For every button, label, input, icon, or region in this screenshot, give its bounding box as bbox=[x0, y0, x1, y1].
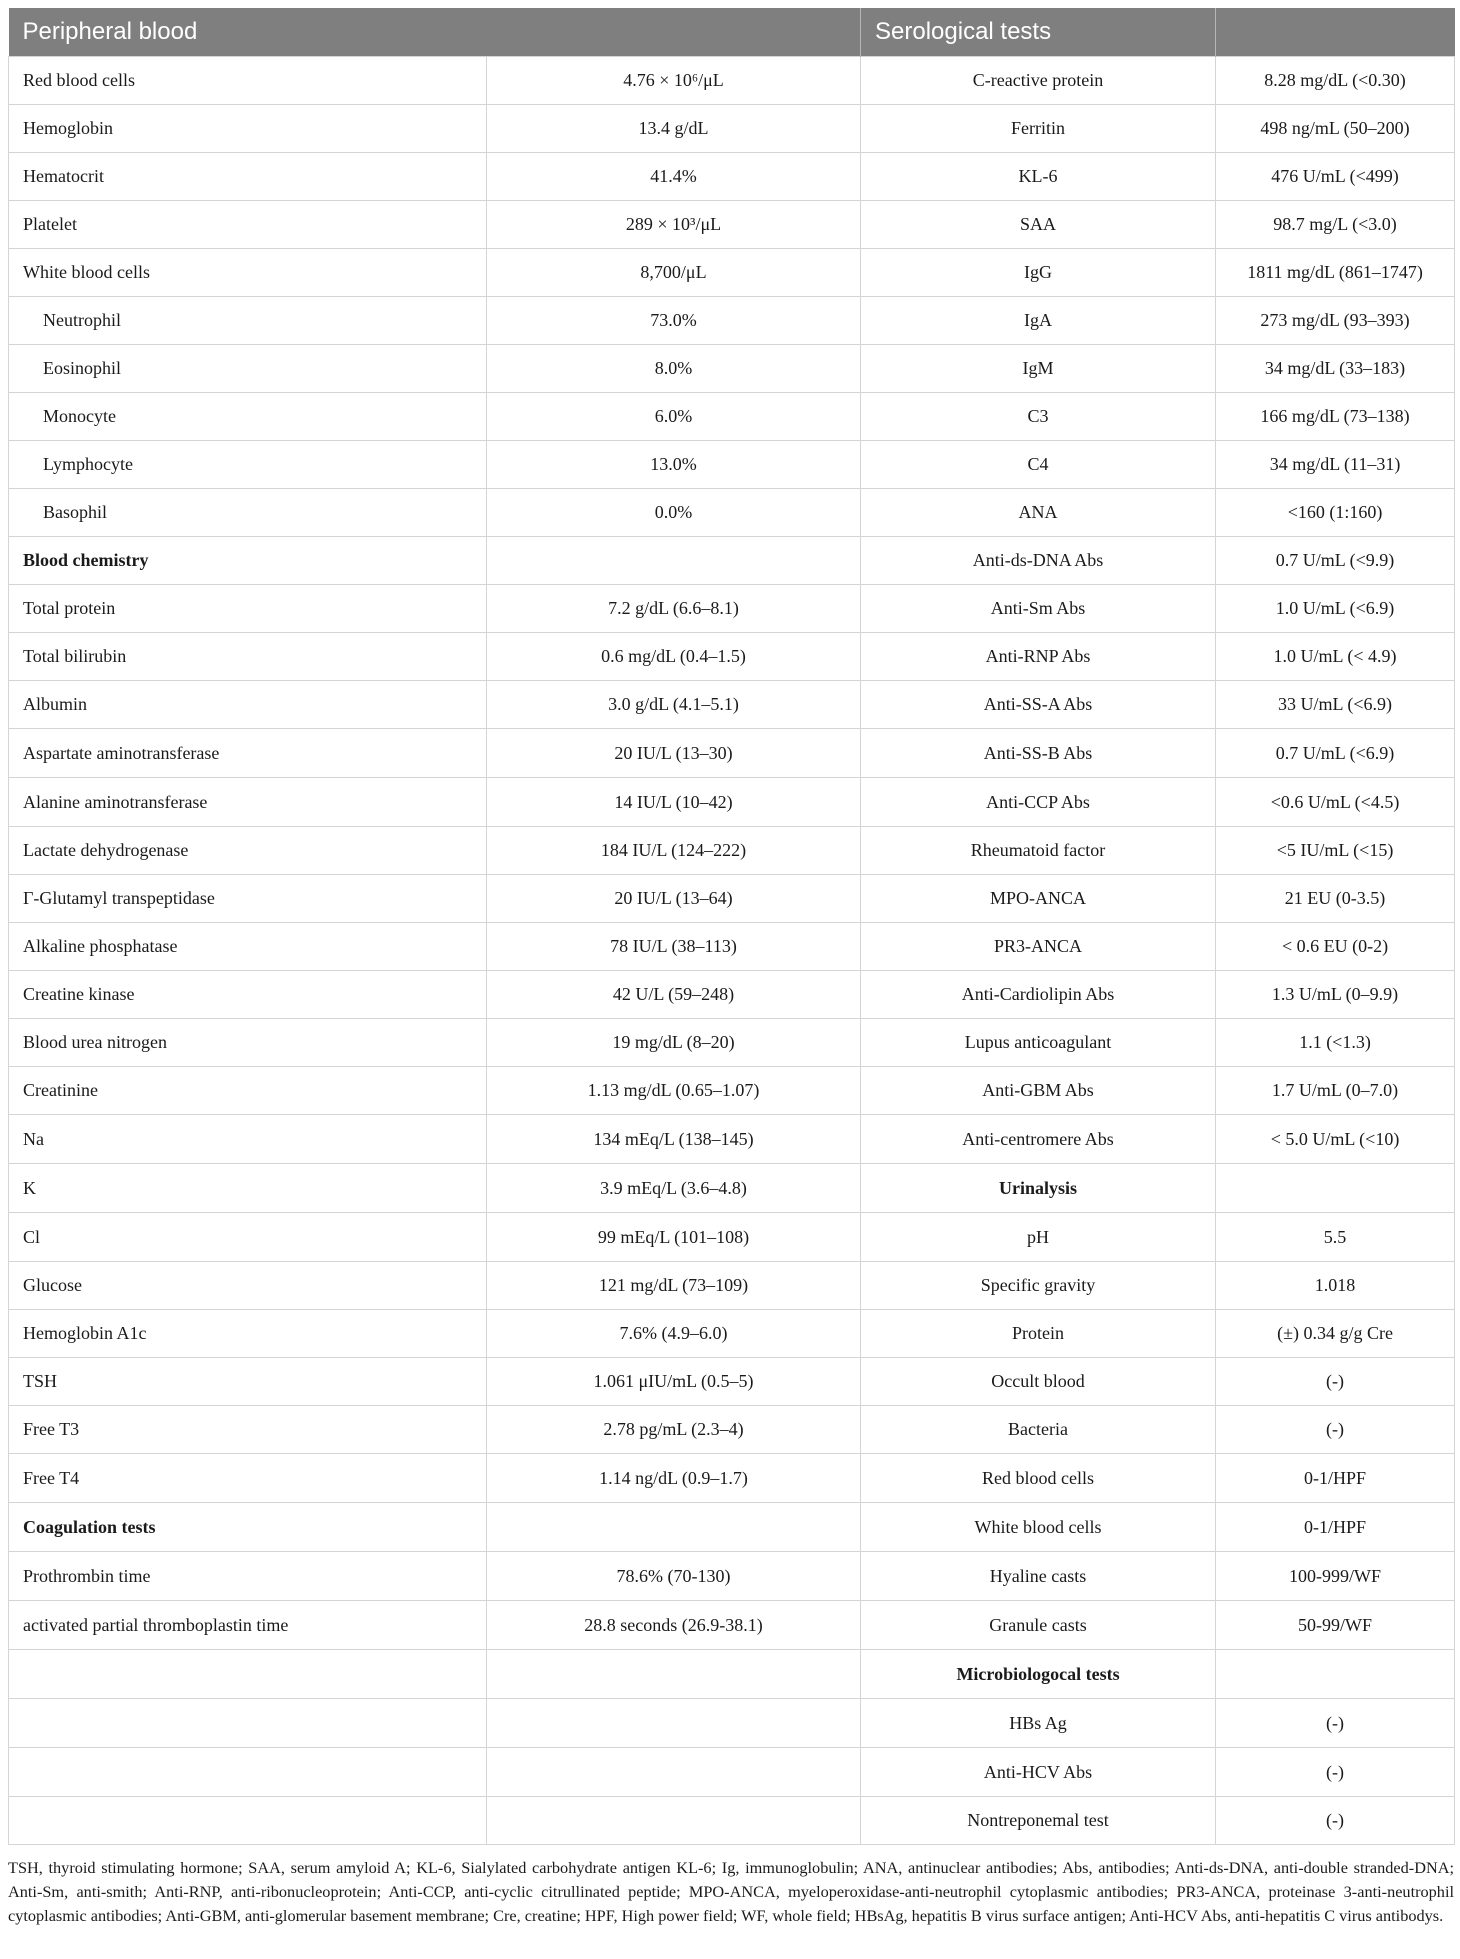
serology-value-cell: 34 mg/dL (33–183) bbox=[1216, 345, 1455, 393]
table-row bbox=[9, 297, 1455, 345]
serology-name-cell: Anti-SS-A Abs bbox=[861, 681, 1216, 729]
test-name-cell: Lactate dehydrogenase bbox=[9, 827, 487, 875]
table-row bbox=[9, 1310, 1455, 1358]
table-row bbox=[9, 489, 1455, 537]
test-value-cell: 13.4 g/dL bbox=[487, 105, 861, 153]
table-row bbox=[9, 1406, 1455, 1454]
test-value-cell: 73.0% bbox=[487, 297, 861, 345]
serology-value-cell bbox=[1216, 1650, 1455, 1699]
test-name-cell: Lymphocyte bbox=[9, 441, 487, 489]
serology-value-cell: (-) bbox=[1216, 1406, 1455, 1454]
test-name-cell: Total bilirubin bbox=[9, 633, 487, 681]
serology-value-cell: 34 mg/dL (11–31) bbox=[1216, 441, 1455, 489]
table-row bbox=[9, 393, 1455, 441]
serology-name-cell: Occult blood bbox=[861, 1358, 1216, 1406]
serology-value-cell: (-) bbox=[1216, 1699, 1455, 1748]
test-value-cell: 7.2 g/dL (6.6–8.1) bbox=[487, 585, 861, 633]
serology-value-cell: (-) bbox=[1216, 1797, 1455, 1845]
serology-value-cell: 0.7 U/mL (<9.9) bbox=[1216, 537, 1455, 585]
test-name-cell: Basophil bbox=[9, 489, 487, 537]
serology-name-cell: pH bbox=[861, 1213, 1216, 1262]
serology-name-cell: Anti-RNP Abs bbox=[861, 633, 1216, 681]
test-name-cell: Coagulation tests bbox=[9, 1503, 487, 1552]
serology-name-cell: Rheumatoid factor bbox=[861, 827, 1216, 875]
test-value-cell: 41.4% bbox=[487, 153, 861, 201]
serology-name-cell: Specific gravity bbox=[861, 1262, 1216, 1310]
test-value-cell: 78.6% (70-130) bbox=[487, 1552, 861, 1601]
test-name-cell bbox=[9, 1650, 487, 1699]
test-name-cell bbox=[9, 1699, 487, 1748]
test-value-cell: 1.14 ng/dL (0.9–1.7) bbox=[487, 1454, 861, 1503]
test-name-cell: Alkaline phosphatase bbox=[9, 923, 487, 971]
test-value-cell bbox=[487, 1748, 861, 1797]
serology-value-cell: 0-1/HPF bbox=[1216, 1503, 1455, 1552]
test-name-cell bbox=[9, 1748, 487, 1797]
table-row bbox=[9, 57, 1455, 105]
test-value-cell: 0.0% bbox=[487, 489, 861, 537]
test-value-cell: 1.061 μIU/mL (0.5–5) bbox=[487, 1358, 861, 1406]
serology-value-cell: < 5.0 U/mL (<10) bbox=[1216, 1115, 1455, 1164]
table-footnote: TSH, thyroid stimulating hormone; SAA, serum amyloid A; KL-6, Sialylated carbohydrate antigen KL-6; Ig, immunoglobulin; ANA, antinuclear antibodies; Abs, antibodies; Anti-ds-DNA, anti-double stranded-DNA; Anti-Sm, anti-smith; Anti-RNP, anti-ribonucleoprotein; Anti-CCP, anti-cyclic citrullinated peptide; MPO-ANCA, myeloperoxidase-anti-neutrophil cytoplasmic antibodies; PR3-ANCA, proteinase 3-anti-neutrophil cytoplasmic antibodies; Anti-GBM, anti-glomerular basement membrane; Cre, creatine; HPF, High power field; WF, whole field; HBsAg, hepatitis B virus surface antigen; Anti-HCV Abs, anti-hepatitis C virus antibodys. bbox=[8, 1858, 1454, 1925]
serology-name-cell: SAA bbox=[861, 201, 1216, 249]
test-name-cell: Glucose bbox=[9, 1262, 487, 1310]
test-name-cell: Red blood cells bbox=[9, 57, 487, 105]
table-row bbox=[9, 1797, 1455, 1845]
test-value-cell bbox=[487, 1699, 861, 1748]
table-row bbox=[9, 778, 1455, 827]
test-name-cell: Albumin bbox=[9, 681, 487, 729]
test-value-cell: 2.78 pg/mL (2.3–4) bbox=[487, 1406, 861, 1454]
serology-value-cell bbox=[1216, 1164, 1455, 1213]
serology-value-cell: 1.018 bbox=[1216, 1262, 1455, 1310]
serology-value-cell: 1.0 U/mL (<6.9) bbox=[1216, 585, 1455, 633]
serology-value-cell: 98.7 mg/L (<3.0) bbox=[1216, 201, 1455, 249]
test-value-cell: 134 mEq/L (138–145) bbox=[487, 1115, 861, 1164]
table-row bbox=[9, 1601, 1455, 1650]
serology-name-cell: Anti-Sm Abs bbox=[861, 585, 1216, 633]
table-row bbox=[9, 971, 1455, 1019]
serology-value-cell: 273 mg/dL (93–393) bbox=[1216, 297, 1455, 345]
test-name-cell: Neutrophil bbox=[9, 297, 487, 345]
serology-name-cell: Anti-Cardiolipin Abs bbox=[861, 971, 1216, 1019]
serology-value-cell: 0-1/HPF bbox=[1216, 1454, 1455, 1503]
serology-name-cell: Anti-ds-DNA Abs bbox=[861, 537, 1216, 585]
serology-name-cell: Anti-centromere Abs bbox=[861, 1115, 1216, 1164]
table-row bbox=[9, 1552, 1455, 1601]
test-value-cell: 78 IU/L (38–113) bbox=[487, 923, 861, 971]
table-row bbox=[9, 681, 1455, 729]
test-name-cell: Monocyte bbox=[9, 393, 487, 441]
table-row bbox=[9, 1699, 1455, 1748]
serology-name-cell: Granule casts bbox=[861, 1601, 1216, 1650]
serology-name-cell: White blood cells bbox=[861, 1503, 1216, 1552]
serology-value-cell: (±) 0.34 g/g Cre bbox=[1216, 1310, 1455, 1358]
table-row bbox=[9, 1164, 1455, 1213]
serology-value-cell: <160 (1:160) bbox=[1216, 489, 1455, 537]
test-value-cell bbox=[487, 1503, 861, 1552]
table-row bbox=[9, 249, 1455, 297]
test-value-cell: 99 mEq/L (101–108) bbox=[487, 1213, 861, 1262]
serology-name-cell: Lupus anticoagulant bbox=[861, 1019, 1216, 1067]
serology-name-cell: Ferritin bbox=[861, 105, 1216, 153]
table-row bbox=[9, 1748, 1455, 1797]
serology-value-cell: <5 IU/mL (<15) bbox=[1216, 827, 1455, 875]
table-row bbox=[9, 153, 1455, 201]
serology-name-cell: HBs Ag bbox=[861, 1699, 1216, 1748]
table-body bbox=[9, 57, 1455, 1845]
test-value-cell bbox=[487, 1650, 861, 1699]
serology-value-cell: 1.7 U/mL (0–7.0) bbox=[1216, 1067, 1455, 1115]
test-name-cell: Eosinophil bbox=[9, 345, 487, 393]
test-name-cell: activated partial thromboplastin time bbox=[9, 1601, 487, 1650]
test-name-cell: Hemoglobin bbox=[9, 105, 487, 153]
test-value-cell: 13.0% bbox=[487, 441, 861, 489]
test-name-cell: Cl bbox=[9, 1213, 487, 1262]
serology-name-cell: C4 bbox=[861, 441, 1216, 489]
table-row bbox=[9, 585, 1455, 633]
test-name-cell: Total protein bbox=[9, 585, 487, 633]
serology-value-cell: (-) bbox=[1216, 1748, 1455, 1797]
test-name-cell: Platelet bbox=[9, 201, 487, 249]
table-row bbox=[9, 827, 1455, 875]
serology-name-cell: PR3-ANCA bbox=[861, 923, 1216, 971]
serology-value-cell: 100-999/WF bbox=[1216, 1552, 1455, 1601]
test-value-cell: 0.6 mg/dL (0.4–1.5) bbox=[487, 633, 861, 681]
table-row bbox=[9, 1358, 1455, 1406]
test-name-cell: Blood urea nitrogen bbox=[9, 1019, 487, 1067]
serology-name-cell: KL-6 bbox=[861, 153, 1216, 201]
test-value-cell: 6.0% bbox=[487, 393, 861, 441]
serology-value-cell: 476 U/mL (<499) bbox=[1216, 153, 1455, 201]
serology-name-cell: Anti-GBM Abs bbox=[861, 1067, 1216, 1115]
table-row bbox=[9, 1503, 1455, 1552]
test-name-cell: Aspartate aminotransferase bbox=[9, 729, 487, 778]
test-value-cell: 42 U/L (59–248) bbox=[487, 971, 861, 1019]
test-value-cell: 8.0% bbox=[487, 345, 861, 393]
serology-name-cell: Anti-CCP Abs bbox=[861, 778, 1216, 827]
test-value-cell: 1.13 mg/dL (0.65–1.07) bbox=[487, 1067, 861, 1115]
serology-name-cell: Anti-HCV Abs bbox=[861, 1748, 1216, 1797]
serology-value-cell: 50-99/WF bbox=[1216, 1601, 1455, 1650]
serology-value-cell: < 0.6 EU (0-2) bbox=[1216, 923, 1455, 971]
serology-name-cell: Red blood cells bbox=[861, 1454, 1216, 1503]
serology-name-cell: Hyaline casts bbox=[861, 1552, 1216, 1601]
table-row bbox=[9, 441, 1455, 489]
table-row bbox=[9, 729, 1455, 778]
table-row bbox=[9, 201, 1455, 249]
table-row bbox=[9, 923, 1455, 971]
test-value-cell: 3.0 g/dL (4.1–5.1) bbox=[487, 681, 861, 729]
test-value-cell: 184 IU/L (124–222) bbox=[487, 827, 861, 875]
test-name-cell: White blood cells bbox=[9, 249, 487, 297]
test-value-cell: 3.9 mEq/L (3.6–4.8) bbox=[487, 1164, 861, 1213]
serology-name-cell: IgM bbox=[861, 345, 1216, 393]
table-row bbox=[9, 537, 1455, 585]
peripheral-blood-header: Peripheral blood bbox=[9, 8, 861, 57]
table-row bbox=[9, 1067, 1455, 1115]
serology-value-cell: 498 ng/mL (50–200) bbox=[1216, 105, 1455, 153]
serology-name-cell: IgA bbox=[861, 297, 1216, 345]
test-name-cell: Alanine aminotransferase bbox=[9, 778, 487, 827]
serology-value-cell: 1.1 (<1.3) bbox=[1216, 1019, 1455, 1067]
table-row bbox=[9, 633, 1455, 681]
test-name-cell: TSH bbox=[9, 1358, 487, 1406]
test-value-cell: 20 IU/L (13–64) bbox=[487, 875, 861, 923]
test-name-cell: Creatine kinase bbox=[9, 971, 487, 1019]
test-value-cell: 4.76 × 10⁶/μL bbox=[487, 57, 861, 105]
test-value-cell: 8,700/μL bbox=[487, 249, 861, 297]
serology-name-cell: C3 bbox=[861, 393, 1216, 441]
serology-name-cell: Bacteria bbox=[861, 1406, 1216, 1454]
table-row bbox=[9, 1650, 1455, 1699]
test-name-cell: Γ-Glutamyl transpeptidase bbox=[9, 875, 487, 923]
test-name-cell: Hematocrit bbox=[9, 153, 487, 201]
test-name-cell: Prothrombin time bbox=[9, 1552, 487, 1601]
lab-results-table bbox=[8, 8, 1455, 1845]
serology-value-cell: 0.7 U/mL (<6.9) bbox=[1216, 729, 1455, 778]
serology-value-cell: 166 mg/dL (73–138) bbox=[1216, 393, 1455, 441]
serology-name-cell: Urinalysis bbox=[861, 1164, 1216, 1213]
header-blank-cell bbox=[1216, 8, 1455, 57]
serology-name-cell: C-reactive protein bbox=[861, 57, 1216, 105]
serology-name-cell: Microbiologocal tests bbox=[861, 1650, 1216, 1699]
test-name-cell: K bbox=[9, 1164, 487, 1213]
test-name-cell: Blood chemistry bbox=[9, 537, 487, 585]
test-value-cell: 14 IU/L (10–42) bbox=[487, 778, 861, 827]
serology-value-cell: (-) bbox=[1216, 1358, 1455, 1406]
table-row bbox=[9, 1019, 1455, 1067]
test-value-cell: 121 mg/dL (73–109) bbox=[487, 1262, 861, 1310]
test-name-cell: Creatinine bbox=[9, 1067, 487, 1115]
serology-name-cell: MPO-ANCA bbox=[861, 875, 1216, 923]
serology-name-cell: IgG bbox=[861, 249, 1216, 297]
test-value-cell: 19 mg/dL (8–20) bbox=[487, 1019, 861, 1067]
serological-tests-header: Serological tests bbox=[861, 8, 1216, 57]
table-row bbox=[9, 1454, 1455, 1503]
table-row bbox=[9, 105, 1455, 153]
serology-value-cell: 5.5 bbox=[1216, 1213, 1455, 1262]
table-row bbox=[9, 875, 1455, 923]
serology-value-cell: 1811 mg/dL (861–1747) bbox=[1216, 249, 1455, 297]
test-value-cell: 28.8 seconds (26.9-38.1) bbox=[487, 1601, 861, 1650]
test-value-cell bbox=[487, 537, 861, 585]
test-name-cell: Free T4 bbox=[9, 1454, 487, 1503]
test-name-cell bbox=[9, 1797, 487, 1845]
table-header-row bbox=[9, 8, 1455, 57]
test-value-cell: 289 × 10³/μL bbox=[487, 201, 861, 249]
serology-name-cell: Protein bbox=[861, 1310, 1216, 1358]
table-row bbox=[9, 1213, 1455, 1262]
serology-name-cell: ANA bbox=[861, 489, 1216, 537]
test-value-cell bbox=[487, 1797, 861, 1845]
table-row bbox=[9, 1262, 1455, 1310]
table-row bbox=[9, 1115, 1455, 1164]
test-value-cell: 20 IU/L (13–30) bbox=[487, 729, 861, 778]
test-name-cell: Na bbox=[9, 1115, 487, 1164]
serology-value-cell: 1.3 U/mL (0–9.9) bbox=[1216, 971, 1455, 1019]
test-name-cell: Hemoglobin A1c bbox=[9, 1310, 487, 1358]
serology-value-cell: 8.28 mg/dL (<0.30) bbox=[1216, 57, 1455, 105]
serology-name-cell: Anti-SS-B Abs bbox=[861, 729, 1216, 778]
table-row bbox=[9, 345, 1455, 393]
serology-value-cell: 21 EU (0-3.5) bbox=[1216, 875, 1455, 923]
serology-name-cell: Nontreponemal test bbox=[861, 1797, 1216, 1845]
serology-value-cell: 33 U/mL (<6.9) bbox=[1216, 681, 1455, 729]
test-name-cell: Free T3 bbox=[9, 1406, 487, 1454]
test-value-cell: 7.6% (4.9–6.0) bbox=[487, 1310, 861, 1358]
serology-value-cell: 1.0 U/mL (< 4.9) bbox=[1216, 633, 1455, 681]
serology-value-cell: <0.6 U/mL (<4.5) bbox=[1216, 778, 1455, 827]
